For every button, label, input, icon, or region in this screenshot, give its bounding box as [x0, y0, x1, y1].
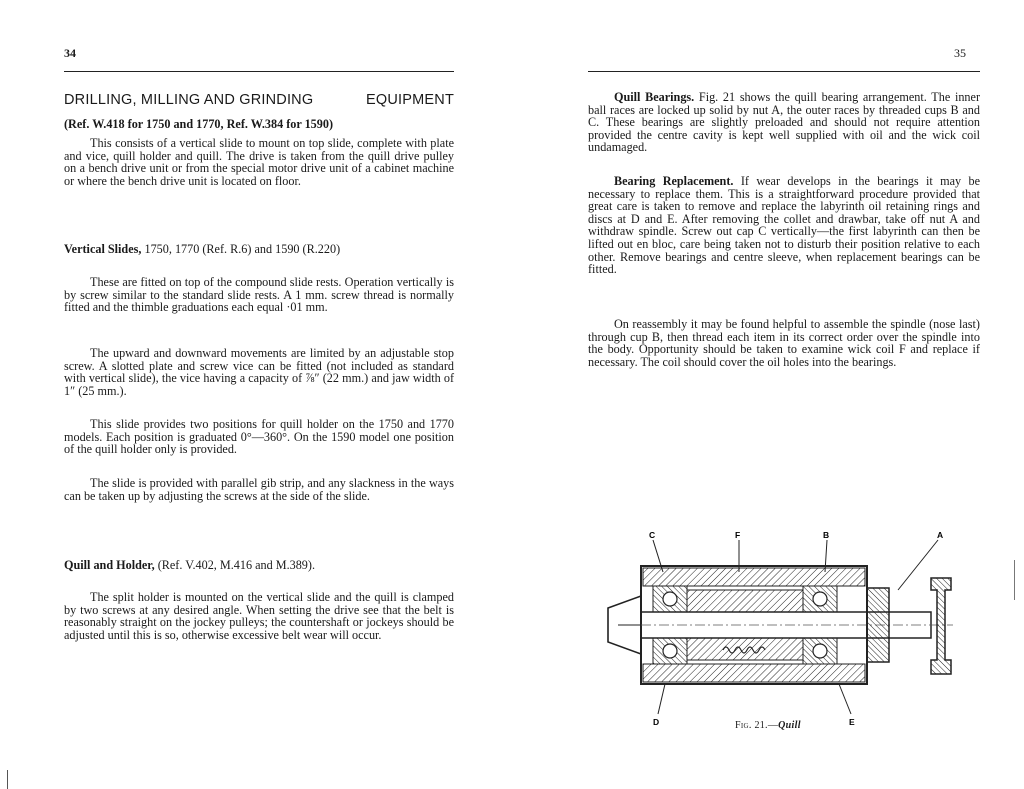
quill-holder-heading — [64, 558, 454, 573]
figure-caption — [735, 720, 801, 731]
quill-bearings-text: Fig. 21 shows the quill bearing arrangement. The inner ball races are locked up solid by nut A, the outer races by threaded cups B and C. These bearings are slightly preloaded and should not require attention provided the centre cavity is kept well supplied with oil and the wick coil undamaged. — [588, 90, 980, 155]
quill-bearings-title: Quill Bearings. — [614, 90, 695, 104]
label-f: F — [735, 530, 741, 540]
ref-line: (Ref. W.418 for 1750 and 1770, Ref. W.384 for 1590) — [64, 117, 334, 131]
quill-bearings-paragraph — [588, 91, 980, 154]
caption-prefix: Fig. 21.— — [735, 720, 779, 731]
label-c: C — [649, 530, 656, 540]
reassembly-paragraph: On reassembly it may be found helpful to assemble the spindle (nose last) through cup B, then thread each item in its correct order over the spindle into the body. Opportunity should be taken to examine wick coil F and replace if necessary. The coil should cover the oil holes into the bearings. — [588, 317, 980, 369]
bearing-replacement-title: Bearing Replacement. — [614, 174, 734, 188]
label-d: D — [653, 717, 660, 727]
header-rule — [64, 71, 454, 72]
vertical-slides-title: Vertical Slides, — [64, 242, 142, 256]
right-page — [512, 0, 1024, 789]
page-number: 35 — [954, 46, 966, 60]
scan-edge-mark — [7, 770, 8, 789]
vertical-slides-para-1: These are fitted on top of the compound slide rests. Operation vertically is by screw similar to the standard slide rests. A 1 mm. screw thread is normally fitted and the thimble graduations each equal ·01 mm. — [64, 275, 454, 315]
heading-right: EQUIPMENT — [366, 92, 454, 108]
heading-left: DRILLING, MILLING AND GRINDING — [64, 92, 314, 108]
intro-paragraph: This consists of a vertical slide to mount on top slide, complete with plate and vice, quill holder and quill. The drive is taken from the quill drive pulley on a bench drive unit or from the special motor drive unit of a cabinet machine or where the bench drive unit is located on floor. — [64, 136, 454, 188]
label-e: E — [849, 717, 855, 727]
vertical-slides-para-3: This slide provides two positions for quill holder on the 1750 and 1770 models. Each position is graduated 0°—360°. On the 1590 model one position of the quill holder only is provided. — [64, 417, 454, 457]
scan-edge-mark — [1014, 560, 1015, 600]
centre-sleeve — [687, 590, 803, 612]
caption-title: Quill — [778, 720, 801, 731]
vertical-slides-ref: 1750, 1770 (Ref. R.6) and 1590 (R.220) — [144, 242, 341, 256]
bearing-replacement-paragraph — [588, 175, 980, 276]
ball-race — [663, 592, 677, 606]
drawbar-knob — [931, 578, 951, 674]
quill-holder-para: The split holder is mounted on the vertical slide and the quill is clamped by two screws at any desired angle. When setting the drive see that the belt is reasonably straight on the jockey pulleys; the countershaft or jockeys should be adjusted until this is so, otherwise excessive belt wear will occur. — [64, 590, 454, 642]
quill-drawing — [603, 528, 963, 728]
bearing-replacement-text: If wear develops in the bearings it may be necessary to replace them. This is a straightforward procedure provided that great care is taken to remove and replace the labyrinth oil retaining rings and discs at D and E. After removing the collet and drawbar, take off nut A and withdraw spindle. Screw out cap C vertically—the first labyrinth can then be lifted out en bloc, care being taken not to disturb their position relative to each other. Remove bearings and centre sleeve, when replacement bearings can be fitted. — [588, 174, 980, 277]
quill-holder-title: Quill and Holder, — [64, 558, 155, 572]
vertical-slides-para-4: The slide is provided with parallel gib strip, and any slackness in the ways can be taken up by adjusting the screws at the side of the slide. — [64, 476, 454, 503]
vertical-slides-para-2: The upward and downward movements are limited by an adjustable stop screw. A slotted plate and screw vice can be fitted (not included as standard with vertical slide), the vice having a capacity of ⅞″ (22 mm.) and jaw width of 1″ (25 mm.). — [64, 346, 454, 398]
header-rule — [588, 71, 980, 72]
label-b: B — [823, 530, 830, 540]
page-heading — [64, 92, 454, 108]
label-a: A — [937, 530, 944, 540]
nut-a — [867, 588, 889, 662]
quill-figure — [603, 528, 963, 728]
vertical-slides-heading — [64, 242, 454, 257]
page-number: 34 — [64, 46, 76, 60]
quill-holder-ref: (Ref. V.402, M.416 and M.389). — [157, 558, 316, 572]
